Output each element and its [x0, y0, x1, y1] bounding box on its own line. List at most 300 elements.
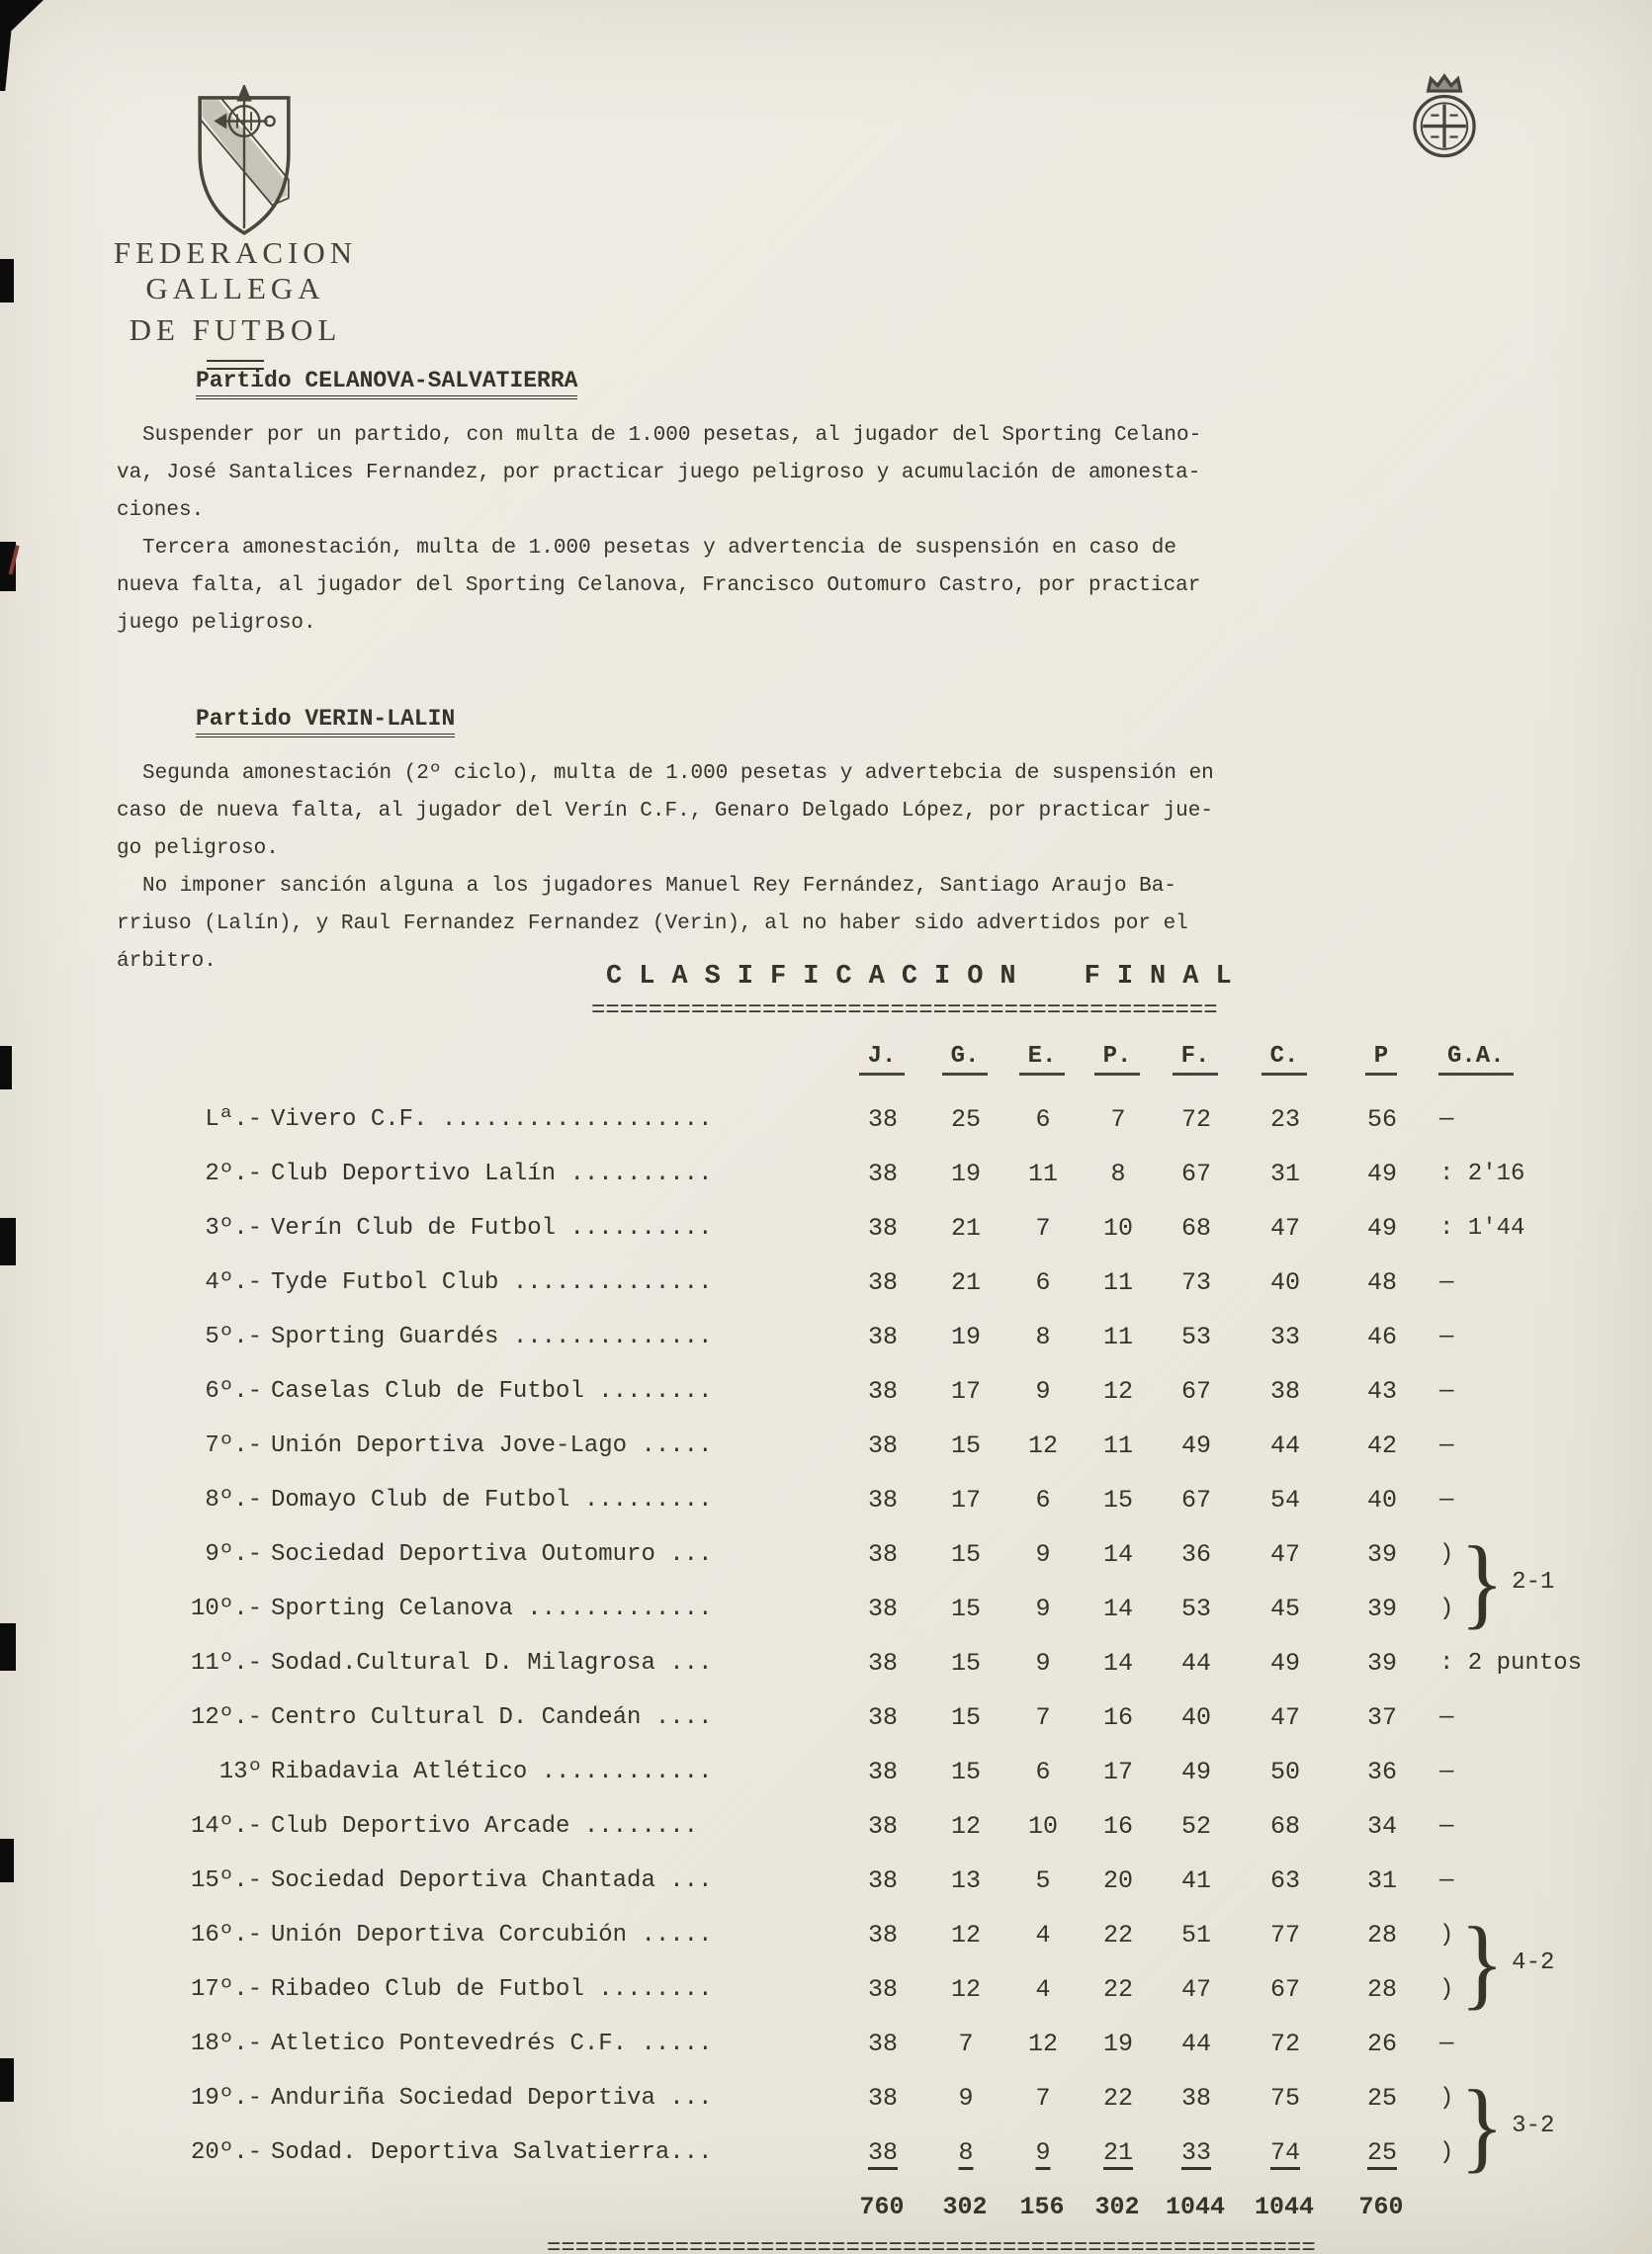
stat-value: 12: [950, 1812, 981, 1841]
stat-value: 15: [950, 1649, 981, 1678]
stat-value: 74: [1269, 2138, 1300, 2167]
total-value: 302: [942, 2193, 988, 2221]
stat-value: 49: [1366, 1214, 1397, 1243]
paragraph: [117, 417, 1263, 530]
stat-value: 19: [950, 1160, 981, 1188]
column-header-f: F.: [1154, 1043, 1237, 1076]
bottom-rule: ======================================================: [547, 2235, 1316, 2254]
leader-dots: ..........: [556, 1161, 713, 1187]
stat-value: 68: [1180, 1214, 1211, 1243]
leader-dots: .........: [569, 1487, 713, 1514]
stat-value: 75: [1269, 2084, 1300, 2113]
column-header-pts: P: [1332, 1043, 1431, 1076]
rank: 10º.-: [190, 1596, 262, 1622]
team-name: Club Deportivo Lalín: [271, 1161, 557, 1187]
table-row: [183, 1908, 1637, 1962]
total-value: 1044: [1165, 2193, 1225, 2221]
stat-value: 53: [1180, 1323, 1211, 1351]
stat-value: 22: [1102, 1975, 1133, 2004]
team-name: Sociedad Deportiva Chantada: [271, 1867, 655, 1894]
stat-value: 54: [1269, 1486, 1300, 1515]
stat-value: 20: [1102, 1866, 1133, 1895]
stat-value: 53: [1180, 1595, 1211, 1623]
stat-value: 7: [1035, 1214, 1051, 1243]
total-value: 760: [859, 2193, 905, 2221]
stat-value: 40: [1269, 1268, 1300, 1297]
stat-value: 38: [867, 1377, 898, 1406]
paragraph: [117, 530, 1263, 643]
paragraph-line: ciones.: [117, 499, 205, 522]
stat-value: 56: [1366, 1105, 1397, 1134]
stat-value: 72: [1180, 1105, 1211, 1134]
paragraph-line: Tercera amonestación, multa de 1.000 pesetas y advertencia de suspensión en caso de: [142, 537, 1176, 560]
stat-value: 4: [1035, 1975, 1051, 2004]
stat-value: 38: [1269, 1377, 1300, 1406]
stat-value: 46: [1366, 1323, 1397, 1351]
stat-value: 48: [1366, 1268, 1397, 1297]
leader-dots: .....: [627, 2031, 713, 2057]
rank: 3º.-: [205, 1215, 262, 1242]
column-header-p: P.: [1081, 1043, 1154, 1076]
team-name: Sporting Celanova: [271, 1596, 513, 1622]
stat-value: 50: [1269, 1758, 1300, 1786]
scan-artifact: [0, 259, 14, 303]
letterhead: [38, 235, 433, 370]
paragraph-line: juego peligroso.: [117, 612, 316, 635]
rank: 12º.-: [190, 1704, 262, 1731]
table-row: [183, 2017, 1637, 2071]
ga-annotation: : 2 puntos: [1439, 1650, 1583, 1677]
scan-artifact: [0, 1839, 14, 1882]
stat-value: 12: [950, 1921, 981, 1950]
stat-value: 8: [1110, 1160, 1126, 1188]
stat-value: 38: [867, 1540, 898, 1569]
team-name: Anduriña Sociedad Deportiva: [271, 2085, 655, 2112]
stat-value: 7: [1110, 1105, 1126, 1134]
table-row: [183, 1092, 1637, 1147]
ga-annotation: —: [1439, 1432, 1454, 1459]
stat-value: 9: [1035, 1377, 1051, 1406]
stat-value: 12: [1102, 1377, 1133, 1406]
team-name: Sporting Guardés: [271, 1324, 499, 1350]
stat-value: 39: [1366, 1540, 1397, 1569]
leader-dots: ...: [654, 1650, 713, 1677]
stat-value: 37: [1366, 1703, 1397, 1732]
table-row: [183, 2071, 1637, 2125]
stat-value: 17: [1102, 1758, 1133, 1786]
leader-dots: ..............: [498, 1269, 713, 1296]
stat-value: 22: [1102, 1921, 1133, 1950]
stat-value: 40: [1180, 1703, 1211, 1732]
ga-annotation: —: [1439, 1813, 1454, 1840]
stat-value: 15: [950, 1431, 981, 1460]
team-name: Vivero C.F.: [271, 1106, 428, 1133]
ga-annotation: —: [1439, 2031, 1454, 2057]
stat-value: 11: [1027, 1160, 1058, 1188]
scan-artifact: [0, 2058, 14, 2102]
stat-value: 45: [1269, 1595, 1300, 1623]
stat-value: 16: [1102, 1812, 1133, 1841]
stat-value: 15: [950, 1758, 981, 1786]
stat-value: 49: [1180, 1431, 1211, 1460]
stat-value: 51: [1180, 1921, 1211, 1950]
rank: 5º.-: [205, 1324, 262, 1350]
stat-value: 49: [1180, 1758, 1211, 1786]
stat-value: 9: [1035, 2138, 1051, 2167]
stat-value: 6: [1035, 1268, 1051, 1297]
leader-dots: ...: [654, 1867, 713, 1894]
rank: 14º.-: [190, 1813, 262, 1840]
rank: 6º.-: [205, 1378, 262, 1405]
team-name: Centro Cultural D. Candeán: [271, 1704, 642, 1731]
stat-value: 44: [1180, 2030, 1211, 2058]
ga-annotation: —: [1439, 1487, 1454, 1514]
table-row: [183, 1201, 1637, 1256]
rank: 4º.-: [205, 1269, 262, 1296]
table-row: [183, 1527, 1637, 1582]
stat-value: 47: [1180, 1975, 1211, 2004]
stat-value: 38: [867, 2030, 898, 2058]
rank: 11º.-: [190, 1650, 262, 1677]
ga-annotation: ): [1439, 2139, 1454, 2166]
column-header-ga: G.A.: [1431, 1043, 1636, 1076]
brace-icon: }: [1460, 1524, 1505, 1639]
stat-value: 38: [867, 1105, 898, 1134]
section-celanova-salvatierra: [117, 368, 1263, 643]
stat-value: 38: [867, 1758, 898, 1786]
rank: 15º.-: [190, 1867, 262, 1894]
stat-value: 12: [1027, 2030, 1058, 2058]
ga-annotation: : 2'16: [1439, 1161, 1525, 1187]
team-name: Ribadeo Club de Futbol: [271, 1976, 584, 2003]
team-name: Ribadavia Atlético: [271, 1759, 528, 1785]
stat-value: 14: [1102, 1540, 1133, 1569]
stat-value: 67: [1269, 1975, 1300, 2004]
title-rule: ============================================: [591, 997, 1218, 1024]
table-row: [183, 1419, 1637, 1473]
stat-value: 21: [1102, 2138, 1133, 2167]
stat-value: 21: [950, 1214, 981, 1243]
stat-value: 42: [1366, 1431, 1397, 1460]
team-name: Caselas Club de Futbol: [271, 1378, 584, 1405]
stat-value: 38: [867, 1812, 898, 1841]
stat-value: 39: [1366, 1649, 1397, 1678]
table-header-row: [183, 1043, 1636, 1076]
paragraph-line: caso de nueva falta, al jugador del Verín C.F., Genaro Delgado López, por practicar jue-: [117, 800, 1213, 823]
rank: 8º.-: [205, 1487, 262, 1514]
paragraph-line: nueva falta, al jugador del Sporting Celanova, Francisco Outomuro Castro, por practicar: [117, 574, 1201, 597]
title-word: FINAL: [1084, 962, 1249, 992]
paragraph: [117, 755, 1263, 868]
stat-value: 8: [1035, 1323, 1051, 1351]
stat-value: 67: [1180, 1377, 1211, 1406]
table-row: [183, 1690, 1637, 1745]
ga-annotation: ): [1439, 1976, 1454, 2003]
total-value: 760: [1358, 2193, 1404, 2221]
scan-artifact: [0, 1623, 16, 1671]
stat-value: 21: [950, 1268, 981, 1297]
stat-value: 41: [1180, 1866, 1211, 1895]
stat-value: 38: [867, 1323, 898, 1351]
title-word: CLASIFICACION: [606, 962, 1033, 992]
stat-value: 4: [1035, 1921, 1051, 1950]
stat-value: 47: [1269, 1214, 1300, 1243]
tiebreak-annotation: [1460, 2068, 1555, 2183]
stat-value: 5: [1035, 1866, 1051, 1895]
stat-value: 38: [867, 1486, 898, 1515]
leader-dots: ...: [654, 1541, 713, 1568]
stat-value: 17: [950, 1486, 981, 1515]
team-name: Domayo Club de Futbol: [271, 1487, 570, 1514]
stat-value: 9: [1035, 1595, 1051, 1623]
tiebreak-label: 2-1: [1512, 1568, 1555, 1596]
tiebreak-annotation: [1460, 1905, 1555, 2020]
stat-value: 19: [950, 1323, 981, 1351]
leader-dots: ....: [641, 1704, 713, 1731]
table-row: [183, 1854, 1637, 1908]
stat-value: 38: [867, 1431, 898, 1460]
stat-value: 6: [1035, 1105, 1051, 1134]
paragraph-line: Suspender por un partido, con multa de 1.000 pesetas, al jugador del Sporting Celano-: [142, 424, 1202, 447]
rank: 19º.-: [190, 2085, 262, 2112]
stat-value: 33: [1180, 2138, 1211, 2167]
classification-table: [183, 954, 1636, 2254]
tiebreak-label: 4-2: [1512, 1949, 1555, 1976]
leader-dots: ............: [527, 1759, 713, 1785]
stat-value: 68: [1269, 1812, 1300, 1841]
stat-value: 38: [867, 1703, 898, 1732]
table-row: [183, 1364, 1637, 1419]
leader-dots: .............: [512, 1596, 713, 1622]
stat-value: 10: [1102, 1214, 1133, 1243]
stat-value: 31: [1269, 1160, 1300, 1188]
ga-annotation: —: [1439, 1324, 1454, 1350]
table-row: [183, 1582, 1637, 1636]
rank: 17º.-: [190, 1976, 262, 2003]
stat-value: 63: [1269, 1866, 1300, 1895]
ga-annotation: —: [1439, 1269, 1454, 1296]
column-header-c: C.: [1237, 1043, 1332, 1076]
section-heading: Partido CELANOVA-SALVATIERRA: [196, 368, 577, 399]
paragraph-line: No imponer sanción alguna a los jugadores Manuel Rey Fernández, Santiago Araujo Ba-: [142, 875, 1176, 898]
stat-value: 12: [1027, 1431, 1058, 1460]
stat-value: 25: [1366, 2138, 1397, 2167]
rank: 20º.-: [190, 2139, 262, 2166]
stat-value: 38: [1180, 2084, 1211, 2113]
stat-value: 14: [1102, 1649, 1133, 1678]
totals-row: [183, 2193, 1636, 2221]
scan-artifact: [0, 1218, 16, 1265]
ga-annotation: —: [1439, 1106, 1454, 1133]
document-body: [117, 368, 1263, 981]
stat-value: 38: [867, 1595, 898, 1623]
stat-value: 11: [1102, 1323, 1133, 1351]
stat-value: 31: [1366, 1866, 1397, 1895]
stat-value: 34: [1366, 1812, 1397, 1841]
rank: 7º.-: [205, 1432, 262, 1459]
ga-annotation: ): [1439, 1922, 1454, 1949]
ga-annotation: —: [1439, 1704, 1454, 1731]
leader-dots: ........: [583, 1976, 713, 2003]
stat-value: 17: [950, 1377, 981, 1406]
stat-value: 43: [1366, 1377, 1397, 1406]
stat-value: 15: [950, 1595, 981, 1623]
stat-value: 6: [1035, 1758, 1051, 1786]
rank: 18º.-: [190, 2031, 262, 2057]
paragraph-line: go peligroso.: [117, 837, 279, 860]
stat-value: 33: [1269, 1323, 1300, 1351]
leader-dots: ...: [669, 2139, 713, 2166]
classification-title: [606, 962, 1249, 992]
org-name-line1: FEDERACION GALLEGA: [113, 235, 358, 305]
paragraph-line: árbitro.: [117, 950, 217, 973]
stat-value: 8: [958, 2138, 974, 2167]
total-value: 156: [1019, 2193, 1065, 2221]
stat-value: 47: [1269, 1540, 1300, 1569]
stat-value: 38: [867, 2138, 898, 2167]
leader-dots: ...: [654, 2085, 713, 2112]
section-heading: Partido VERIN-LALIN: [196, 706, 455, 737]
table-row: [183, 2125, 1637, 2180]
stat-value: 52: [1180, 1812, 1211, 1841]
ga-annotation: ): [1439, 2085, 1454, 2112]
stat-value: 7: [1035, 2084, 1051, 2113]
ga-annotation: ): [1439, 1596, 1454, 1622]
leader-dots: ........: [569, 1813, 699, 1840]
stat-value: 25: [950, 1105, 981, 1134]
stat-value: 11: [1102, 1431, 1133, 1460]
stat-value: 67: [1180, 1160, 1211, 1188]
stat-value: 9: [958, 2084, 974, 2113]
org-name-line2: DE FUTBOL: [129, 312, 342, 347]
stat-value: 38: [867, 1975, 898, 2004]
stat-value: 38: [867, 1268, 898, 1297]
stat-value: 38: [867, 1160, 898, 1188]
ga-annotation: : 1'44: [1439, 1215, 1525, 1242]
ga-annotation: ): [1439, 1541, 1454, 1568]
stat-value: 26: [1366, 2030, 1397, 2058]
stat-value: 38: [867, 1921, 898, 1950]
stat-value: 6: [1035, 1486, 1051, 1515]
rank: 2º.-: [205, 1161, 262, 1187]
stat-value: 7: [958, 2030, 974, 2058]
stat-value: 15: [950, 1703, 981, 1732]
team-name: Club Deportivo Arcade: [271, 1813, 570, 1840]
stat-value: 9: [1035, 1540, 1051, 1569]
stat-value: 28: [1366, 1975, 1397, 2004]
team-name: Sodad.Cultural D. Milagrosa: [271, 1650, 655, 1677]
stat-value: 38: [867, 1214, 898, 1243]
table-row: [183, 1745, 1637, 1799]
table-row: [183, 1962, 1637, 2017]
stat-value: 36: [1366, 1758, 1397, 1786]
rank: 16º.-: [190, 1922, 262, 1949]
leader-dots: .....: [627, 1922, 713, 1949]
total-value: 1044: [1254, 2193, 1314, 2221]
paragraph-line: va, José Santalices Fernandez, por practicar juego peligroso y acumulación de amonesta-: [117, 462, 1201, 484]
stat-value: 44: [1180, 1649, 1211, 1678]
royal-federation-seal-icon: [1404, 69, 1485, 169]
stat-value: 73: [1180, 1268, 1211, 1297]
stat-value: 47: [1269, 1703, 1300, 1732]
stat-value: 25: [1366, 2084, 1397, 2113]
team-name: Tyde Futbol Club: [271, 1269, 499, 1296]
rank: 13º: [218, 1759, 262, 1785]
column-header-g: G.: [926, 1043, 1003, 1076]
rank: 9º.-: [205, 1541, 262, 1568]
stat-value: 38: [867, 2084, 898, 2113]
stat-value: 67: [1180, 1486, 1211, 1515]
stat-value: 9: [1035, 1649, 1051, 1678]
stat-value: 40: [1366, 1486, 1397, 1515]
stat-value: 7: [1035, 1703, 1051, 1732]
leader-dots: .....: [627, 1432, 713, 1459]
table-row: [183, 1473, 1637, 1527]
federation-crest-icon: [186, 85, 303, 246]
stat-value: 15: [950, 1540, 981, 1569]
table-row: [183, 1256, 1637, 1310]
stat-value: 14: [1102, 1595, 1133, 1623]
stat-value: 19: [1102, 2030, 1133, 2058]
team-name: Sociedad Deportiva Outomuro: [271, 1541, 655, 1568]
stat-value: 10: [1027, 1812, 1058, 1841]
stat-value: 49: [1269, 1649, 1300, 1678]
stat-value: 16: [1102, 1703, 1133, 1732]
table-row: [183, 1636, 1637, 1690]
table-row: [183, 1310, 1637, 1364]
stat-value: 22: [1102, 2084, 1133, 2113]
stat-value: 49: [1366, 1160, 1397, 1188]
paragraph-line: rriuso (Lalín), y Raul Fernandez Fernandez (Verin), al no haber sido advertidos por el: [117, 912, 1188, 935]
stat-value: 38: [867, 1866, 898, 1895]
stat-value: 12: [950, 1975, 981, 2004]
total-value: 302: [1094, 2193, 1140, 2221]
team-name: Atletico Pontevedrés C.F.: [271, 2031, 628, 2057]
team-name: Unión Deportiva Jove-Lago: [271, 1432, 628, 1459]
column-header-e: E.: [1003, 1043, 1081, 1076]
stat-value: 44: [1269, 1431, 1300, 1460]
team-name: Verín Club de Futbol: [271, 1215, 557, 1242]
paragraph-line: Segunda amonestación (2º ciclo), multa de 1.000 pesetas y advertebcia de suspensión en: [142, 762, 1214, 785]
stat-value: 77: [1269, 1921, 1300, 1950]
leader-dots: ...................: [427, 1106, 713, 1133]
rank: Lª.-: [205, 1106, 262, 1133]
team-name: Unión Deportiva Corcubión: [271, 1922, 628, 1949]
stat-value: 39: [1366, 1595, 1397, 1623]
tiebreak-annotation: [1460, 1524, 1555, 1639]
team-name: Sodad. Deportiva Salvatierra: [271, 2139, 670, 2166]
table-row: [183, 1147, 1637, 1201]
scan-artifact: [0, 0, 43, 91]
stat-value: 13: [950, 1866, 981, 1895]
stat-value: 38: [867, 1649, 898, 1678]
brace-icon: }: [1460, 2068, 1505, 2183]
leader-dots: ..........: [556, 1215, 713, 1242]
stat-value: 11: [1102, 1268, 1133, 1297]
leader-dots: ........: [583, 1378, 713, 1405]
stat-value: 15: [1102, 1486, 1133, 1515]
stat-value: 36: [1180, 1540, 1211, 1569]
scan-artifact: [0, 1046, 12, 1089]
stat-value: 23: [1269, 1105, 1300, 1134]
ga-annotation: —: [1439, 1867, 1454, 1894]
ga-annotation: —: [1439, 1378, 1454, 1405]
brace-icon: }: [1460, 1905, 1505, 2020]
stat-value: 28: [1366, 1921, 1397, 1950]
table-row: [183, 1799, 1637, 1854]
ga-annotation: —: [1439, 1759, 1454, 1785]
tiebreak-label: 3-2: [1512, 2112, 1555, 2139]
